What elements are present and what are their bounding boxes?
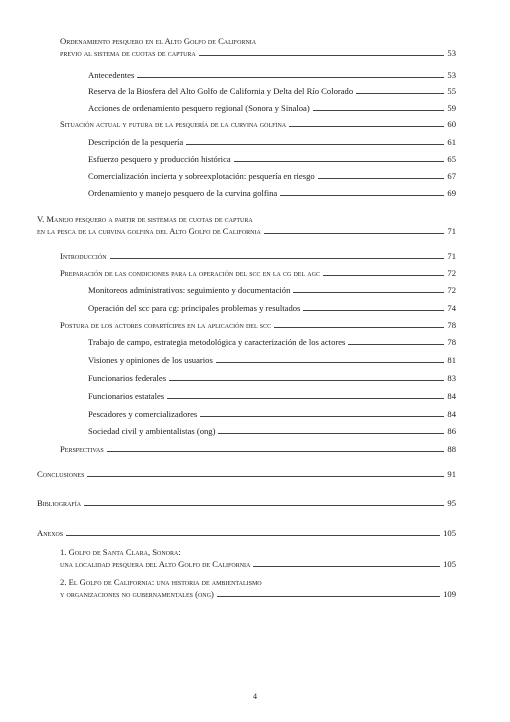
toc-entry-title: Situación actual y futura de la pesquería de la curvina golfina — [60, 119, 287, 129]
dot-leader — [218, 433, 444, 434]
toc-page-number: 65 — [447, 154, 456, 164]
toc-entry-title: Anexos — [37, 528, 64, 538]
dot-leader — [234, 161, 445, 162]
toc-entry-title: Bibliografía — [37, 498, 82, 508]
toc-page-number: 91 — [447, 469, 456, 479]
dot-leader — [253, 566, 440, 567]
toc-entry-title: una localidad pesquera del Alto Golfo de California — [60, 559, 251, 569]
toc-page-number: 53 — [447, 70, 456, 80]
toc-entry-title: 1. Golfo de Santa Clara, Sonora: — [60, 547, 181, 557]
toc-entry-title: 2. El Golfo de California: una historia de ambientalismo — [60, 577, 262, 587]
dot-leader — [323, 275, 444, 276]
toc-page-number: 59 — [447, 103, 456, 113]
toc-entry-title: Ordenamiento pesquero en el Alto Golfo de California — [60, 36, 257, 46]
dot-leader — [66, 535, 440, 536]
toc-page-number: 105 — [443, 528, 456, 538]
dot-leader — [318, 178, 445, 179]
toc-entry-title: Descripción de la pesquería — [88, 137, 184, 147]
toc-entry-title: Operación del scc para cg: principales problemas y resultados — [88, 303, 301, 313]
toc-page-number: 69 — [447, 188, 456, 198]
dot-leader — [356, 93, 444, 94]
toc-entry-title: y organizaciones no gubernamentales (ong) — [60, 589, 214, 599]
toc-page-number: 61 — [447, 137, 456, 147]
dot-leader — [280, 195, 444, 196]
page-number: 4 — [253, 692, 257, 701]
toc-page-number: 88 — [447, 444, 456, 454]
toc-page-number: 95 — [447, 498, 456, 508]
dot-leader — [200, 416, 444, 417]
toc-page-number: 78 — [447, 337, 456, 347]
toc-page-number: 53 — [447, 48, 456, 58]
toc-entry-title: en la pesca de la curvina golfina del Alto Golfo de California — [37, 226, 261, 236]
dot-leader — [199, 55, 445, 56]
toc-entry-title: Pescadores y comercializadores — [88, 409, 198, 419]
dot-leader — [264, 233, 445, 234]
dot-leader — [293, 292, 444, 293]
dot-leader — [303, 310, 444, 311]
dot-leader — [216, 362, 445, 363]
toc-entry-title: Funcionarios estatales — [88, 391, 165, 401]
toc-page-number: 72 — [447, 268, 456, 278]
toc-entry-title: Comercialización incierta y sobreexplotación: pesquería en riesgo — [88, 171, 315, 181]
toc-entry-title: Perspectivas — [60, 444, 104, 454]
toc-page-number: 78 — [447, 320, 456, 330]
toc-page-number: 71 — [447, 251, 456, 261]
dot-leader — [169, 380, 444, 381]
dot-leader — [289, 126, 444, 127]
toc-entry-title: Conclusiones — [37, 469, 85, 479]
toc-page-number: 71 — [447, 226, 456, 236]
toc-entry-title: Reserva de la Biosfera del Alto Golfo de California y Delta del Río Colorado — [88, 86, 354, 96]
dot-leader — [348, 344, 444, 345]
toc-entry-title: Sociedad civil y ambientalistas (ong) — [88, 426, 216, 436]
toc-entry-title: Postura de los actores copartícipes en la aplicación del scc — [60, 320, 272, 330]
toc-page-number: 86 — [447, 426, 456, 436]
toc-page-number: 81 — [447, 355, 456, 365]
dot-leader — [137, 77, 444, 78]
toc-entry-title: Ordenamiento y manejo pesquero de la curvina golfina — [88, 188, 278, 198]
toc-entry-title: Trabajo de campo, estrategia metodológica y caracterización de los actores — [88, 337, 346, 347]
dot-leader — [87, 476, 444, 477]
toc-page-number: 83 — [447, 373, 456, 383]
toc-page-number: 67 — [447, 171, 456, 181]
toc-page-number: 84 — [447, 391, 456, 401]
toc-page-number: 105 — [443, 559, 456, 569]
dot-leader — [110, 258, 445, 259]
toc-entry-title: Esfuerzo pesquero y producción histórica — [88, 154, 231, 164]
toc-page-number: 109 — [443, 589, 456, 599]
toc-entry-title: Antecedentes — [88, 70, 135, 80]
dot-leader — [84, 505, 444, 506]
toc-page-number: 74 — [447, 303, 456, 313]
toc-entry-title: Introducción — [60, 251, 107, 261]
toc-entry-title: Visiones y opiniones de los usuarios — [88, 355, 213, 365]
toc-entry-title: V. Manejo pesquero a partir de sistemas de cuotas de captura — [37, 214, 253, 224]
toc-entry-title: previo al sistema de cuotas de captura — [60, 48, 196, 58]
toc-entry-title: Acciones de ordenamiento pesquero regional (Sonora y Sinaloa) — [88, 103, 310, 113]
toc-page-number: 60 — [447, 119, 456, 129]
toc-page-number: 72 — [447, 285, 456, 295]
dot-leader — [313, 110, 445, 111]
toc-entry-title: Funcionarios federales — [88, 373, 167, 383]
toc-page-number: 84 — [447, 409, 456, 419]
toc-page-number: 55 — [447, 86, 456, 96]
dot-leader — [167, 398, 444, 399]
dot-leader — [217, 596, 440, 597]
dot-leader — [186, 144, 444, 145]
toc-entry-title: Preparación de las condiciones para la operación del scc en la cg del agc — [60, 268, 320, 278]
toc-entry-title: Monitoreos administrativos: seguimiento y documentación — [88, 285, 291, 295]
dot-leader — [274, 327, 444, 328]
dot-leader — [107, 451, 445, 452]
